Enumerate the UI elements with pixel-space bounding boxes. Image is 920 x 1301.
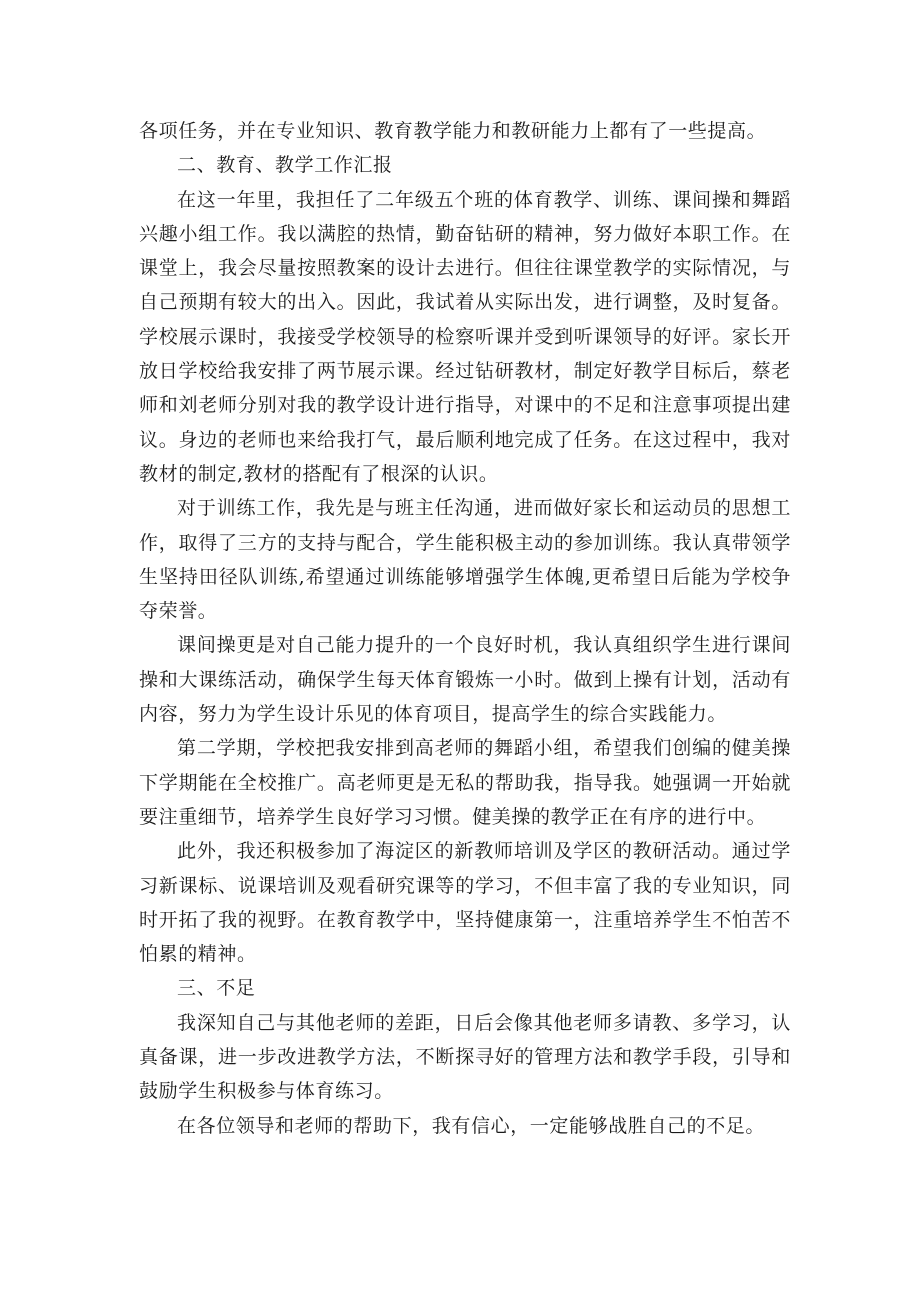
paragraph-exercise-break: 课间操更是对自己能力提升的一个良好时机，我认真组织学生进行课间操和大课练活动，确保学生每天体育锻炼一小时。做到上操有计划，活动有内容，努力为学生设计乐见的体育项目，提高学生的综合实践能力。 [139, 634, 791, 726]
paragraph-continuation: 各项任务，并在专业知识、教育教学能力和教研能力上都有了一些提高。 [139, 120, 767, 142]
paragraph-training-work: 对于训练工作，我先是与班主任沟通，进而做好家长和运动员的思想工作，取得了三方的支持与配合，学生能积极主动的参加训练。我认真带领学生坚持田径队训练,希望通过训练能够增强学生体魄,更希望日后能为学校争夺荣誉。 [139, 497, 791, 623]
paragraph-shortcomings: 我深知自己与其他老师的差距，日后会像其他老师多请教、多学习，认真备课，进一步改进教学方法，不断探寻好的管理方法和教学手段，引导和鼓励学生积极参与体育练习。 [139, 1011, 791, 1103]
paragraph-teacher-training: 此外，我还积极参加了海淀区的新教师培训及学区的教研活动。通过学习新课标、说课培训及观看研究课等的学习，不但丰富了我的专业知识，同时开拓了我的视野。在教育教学中，坚持健康第一，注重培养学生不怕苦不怕累的精神。 [139, 840, 791, 966]
section-heading-shortcomings: 三、不足 [177, 977, 256, 1000]
paragraph-closing: 在各位领导和老师的帮助下，我有信心，一定能够战胜自己的不足。 [177, 1114, 766, 1137]
paragraph-teaching-work: 在这一年里，我担任了二年级五个班的体育教学、训练、课间操和舞蹈兴趣小组工作。我以满腔的热情，勤奋钻研的精神，努力做好本职工作。在课堂上，我会尽量按照教案的设计去进行。但往往课堂教学的实际情况，与自己预期有较大的出入。因此，我试着从实际出发，进行调整，及时复备。学校展示课时，我接受学校领导的检察听课并受到听课领导的好评。家长开放日学校给我安排了两节展示课。经过钻研教材，制定好教学目标后，蔡老师和刘老师分别对我的教学设计进行指导，对课中的不足和注意事项提出建议。身边的老师也来给我打气，最后顺利地完成了任务。在这过程中，我对教材的制定,教材的搭配有了根深的认识。 [139, 188, 791, 485]
paragraph-second-semester: 第二学期，学校把我安排到高老师的舞蹈小组，希望我们创编的健美操下学期能在全校推广。高老师更是无私的帮助我，指导我。她强调一开始就要注重细节，培养学生良好学习习惯。健美操的教学正在有序的进行中。 [139, 737, 791, 828]
document-body [139, 114, 791, 1143]
section-heading-work-report: 二、教育、教学工作汇报 [177, 154, 393, 177]
